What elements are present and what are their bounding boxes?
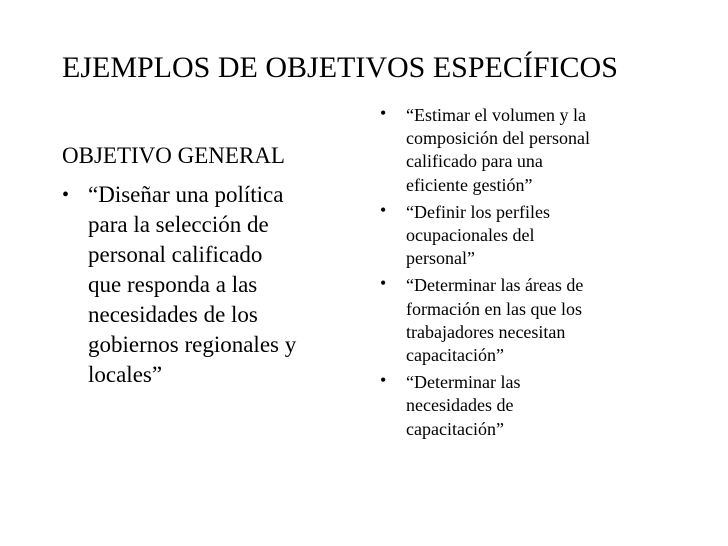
specific-objective-item bbox=[380, 104, 680, 197]
general-objective-item bbox=[62, 180, 362, 390]
specific-objective-line: capacitación” bbox=[406, 345, 504, 366]
general-objective-section bbox=[62, 140, 362, 390]
general-objective-heading: OBJETIVO GENERAL bbox=[62, 143, 285, 168]
specific-objective-item bbox=[380, 371, 680, 441]
specific-objective-line: personal” bbox=[406, 248, 475, 269]
general-objective-line: para la selección de bbox=[88, 212, 269, 237]
specific-objective-line: composición del personal bbox=[406, 128, 590, 149]
specific-objective-line: “Determinar las bbox=[406, 372, 521, 393]
specific-objective-line: ocupacionales del bbox=[406, 225, 535, 246]
specific-objective-item bbox=[380, 201, 680, 271]
general-objective-line: “Diseñar una política bbox=[88, 182, 284, 207]
bullet-icon: • bbox=[62, 184, 70, 206]
specific-objectives-list bbox=[380, 104, 680, 445]
specific-objective-line: calificado para una bbox=[406, 151, 543, 172]
bullet-icon: • bbox=[380, 273, 387, 294]
general-objective-line: necesidades de los bbox=[88, 302, 258, 327]
general-objective-line: gobiernos regionales y bbox=[88, 332, 297, 357]
bullet-icon: • bbox=[380, 199, 387, 220]
general-objective-line: locales” bbox=[88, 362, 163, 387]
slide-title: EJEMPLOS DE OBJETIVOS ESPECÍFICOS bbox=[62, 51, 618, 84]
specific-objective-line: “Estimar el volumen y la bbox=[406, 105, 586, 125]
general-objective-line: personal calificado bbox=[88, 242, 263, 267]
specific-objective-line: “Definir los perfiles bbox=[406, 201, 550, 222]
bullet-icon: • bbox=[380, 370, 387, 391]
specific-objective-line: capacitación” bbox=[406, 418, 504, 439]
specific-objective-line: trabajadores necesitan bbox=[406, 321, 566, 342]
specific-objective-item bbox=[380, 274, 680, 367]
specific-objective-line: eficiente gestión” bbox=[406, 174, 533, 195]
specific-objective-line: necesidades de bbox=[406, 395, 514, 416]
specific-objective-line: formación en las que los bbox=[406, 298, 582, 319]
specific-objective-line: “Determinar las áreas de bbox=[406, 275, 584, 296]
bullet-icon: • bbox=[380, 103, 387, 123]
general-objective-line: que responda a las bbox=[88, 272, 258, 297]
